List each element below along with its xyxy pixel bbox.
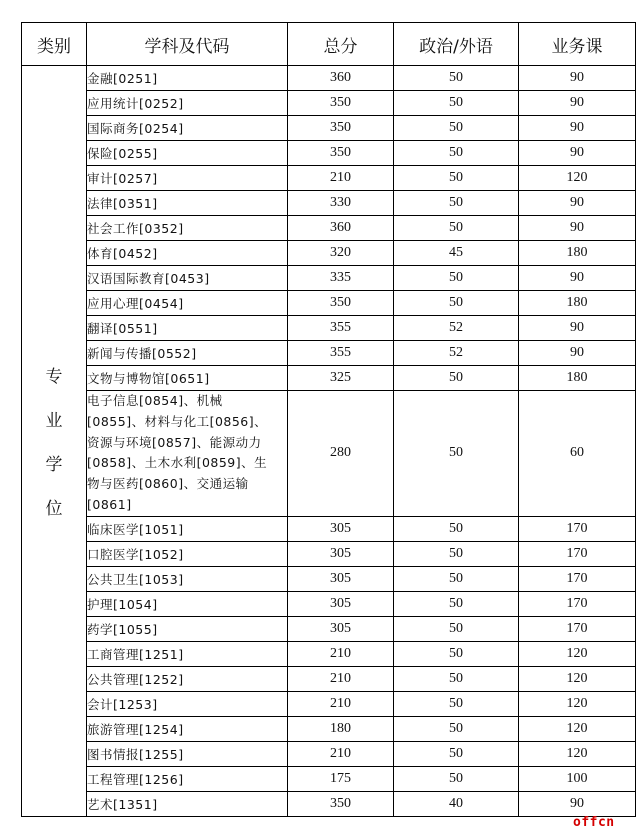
table-row [22, 366, 636, 391]
table-row [22, 216, 636, 241]
table-row [22, 141, 636, 166]
subject-cell: 药学[1055] [87, 616, 288, 641]
politics-foreign-cell: 50 [394, 541, 519, 566]
politics-foreign-cell: 50 [394, 616, 519, 641]
total-cell: 210 [288, 166, 394, 191]
major-cell: 170 [519, 566, 636, 591]
politics-foreign-cell: 50 [394, 691, 519, 716]
category-char: 业 [45, 411, 63, 432]
header-major: 业务课 [519, 23, 636, 66]
politics-foreign-cell: 50 [394, 216, 519, 241]
subject-cell: 汉语国际教育[0453] [87, 266, 288, 291]
subject-cell [87, 391, 288, 517]
major-cell: 180 [519, 291, 636, 316]
subject-cell: 翻译[0551] [87, 316, 288, 341]
total-cell: 305 [288, 516, 394, 541]
politics-foreign-cell: 50 [394, 666, 519, 691]
table-row [22, 191, 636, 216]
table-row [22, 566, 636, 591]
table-row [22, 591, 636, 616]
category-char: 专 [45, 367, 63, 388]
politics-foreign-cell: 50 [394, 641, 519, 666]
politics-foreign-cell: 50 [394, 66, 519, 91]
politics-foreign-cell: 50 [394, 166, 519, 191]
politics-foreign-cell: 50 [394, 116, 519, 141]
total-cell: 335 [288, 266, 394, 291]
subject-cell: 社会工作[0352] [87, 216, 288, 241]
subject-line: 电子信息[0854]、机械 [87, 393, 223, 408]
subject-cell: 金融[0251] [87, 66, 288, 91]
major-cell: 90 [519, 791, 636, 816]
table-row [22, 316, 636, 341]
total-cell: 325 [288, 366, 394, 391]
politics-foreign-cell: 50 [394, 716, 519, 741]
subject-line: [0861] [87, 496, 132, 512]
politics-foreign-cell: 45 [394, 241, 519, 266]
major-cell: 90 [519, 66, 636, 91]
total-cell: 305 [288, 591, 394, 616]
major-cell: 180 [519, 366, 636, 391]
total-cell: 350 [288, 91, 394, 116]
table-row [22, 641, 636, 666]
total-cell: 350 [288, 791, 394, 816]
header-category: 类别 [22, 23, 87, 66]
subject-cell: 护理[1054] [87, 591, 288, 616]
total-cell: 350 [288, 291, 394, 316]
major-cell: 90 [519, 116, 636, 141]
subject-cell: 审计[0257] [87, 166, 288, 191]
politics-foreign-cell: 50 [394, 766, 519, 791]
subject-cell: 公共卫生[1053] [87, 566, 288, 591]
subject-cell: 旅游管理[1254] [87, 716, 288, 741]
total-cell: 210 [288, 641, 394, 666]
major-cell: 120 [519, 166, 636, 191]
politics-foreign-cell: 40 [394, 791, 519, 816]
subject-cell: 法律[0351] [87, 191, 288, 216]
score-table [21, 22, 636, 817]
total-cell: 305 [288, 566, 394, 591]
major-cell: 90 [519, 316, 636, 341]
politics-foreign-cell: 50 [394, 291, 519, 316]
total-cell: 360 [288, 216, 394, 241]
watermark-logo: offcn [573, 815, 615, 830]
major-cell: 120 [519, 716, 636, 741]
major-cell: 170 [519, 616, 636, 641]
subject-cell: 口腔医学[1052] [87, 541, 288, 566]
politics-foreign-cell: 50 [394, 266, 519, 291]
major-cell: 90 [519, 191, 636, 216]
subject-cell: 临床医学[1051] [87, 516, 288, 541]
politics-foreign-cell: 50 [394, 191, 519, 216]
table-row [22, 741, 636, 766]
major-cell: 90 [519, 91, 636, 116]
subject-cell: 图书情报[1255] [87, 741, 288, 766]
major-cell: 120 [519, 691, 636, 716]
table-row [22, 766, 636, 791]
total-cell: 280 [288, 391, 394, 517]
table-row [22, 666, 636, 691]
total-cell: 210 [288, 741, 394, 766]
header-row [22, 23, 636, 66]
total-cell: 355 [288, 316, 394, 341]
total-cell: 210 [288, 666, 394, 691]
major-cell: 90 [519, 216, 636, 241]
total-cell: 330 [288, 191, 394, 216]
total-cell: 320 [288, 241, 394, 266]
total-cell: 350 [288, 116, 394, 141]
category-label [46, 362, 63, 519]
subject-cell: 公共管理[1252] [87, 666, 288, 691]
subject-cell: 会计[1253] [87, 691, 288, 716]
subject-line: [0858]、土木水利[0859]、生 [87, 455, 268, 471]
subject-line: 资源与环境[0857]、能源动力 [87, 434, 262, 450]
politics-foreign-cell: 52 [394, 316, 519, 341]
table-row [22, 66, 636, 91]
table-row [22, 541, 636, 566]
major-cell: 120 [519, 666, 636, 691]
header-total: 总分 [288, 23, 394, 66]
politics-foreign-cell: 50 [394, 366, 519, 391]
total-cell: 350 [288, 141, 394, 166]
category-cell [22, 66, 87, 817]
subject-cell: 文物与博物馆[0651] [87, 366, 288, 391]
politics-foreign-cell: 50 [394, 516, 519, 541]
major-cell: 60 [519, 391, 636, 517]
major-cell: 100 [519, 766, 636, 791]
subject-line: 物与医药[0860]、交通运输 [87, 476, 249, 492]
subject-cell: 保险[0255] [87, 141, 288, 166]
total-cell: 305 [288, 616, 394, 641]
total-cell: 210 [288, 691, 394, 716]
total-cell: 175 [288, 766, 394, 791]
table-row [22, 291, 636, 316]
subject-cell: 应用统计[0252] [87, 91, 288, 116]
table-row [22, 266, 636, 291]
subject-cell: 体育[0452] [87, 241, 288, 266]
major-cell: 170 [519, 516, 636, 541]
category-char: 位 [45, 499, 63, 520]
subject-cell: 国际商务[0254] [87, 116, 288, 141]
subject-cell: 新闻与传播[0552] [87, 341, 288, 366]
major-cell: 180 [519, 241, 636, 266]
total-cell: 180 [288, 716, 394, 741]
major-cell: 90 [519, 141, 636, 166]
major-cell: 90 [519, 266, 636, 291]
table-row [22, 391, 636, 517]
politics-foreign-cell: 52 [394, 341, 519, 366]
major-cell: 120 [519, 641, 636, 666]
table-row [22, 791, 636, 816]
table-row [22, 116, 636, 141]
subject-cell: 艺术[1351] [87, 791, 288, 816]
major-cell: 170 [519, 541, 636, 566]
politics-foreign-cell: 50 [394, 391, 519, 517]
table-row [22, 716, 636, 741]
header-politics-foreign: 政治/外语 [394, 23, 519, 66]
politics-foreign-cell: 50 [394, 591, 519, 616]
major-cell: 90 [519, 341, 636, 366]
politics-foreign-cell: 50 [394, 566, 519, 591]
major-cell: 120 [519, 741, 636, 766]
total-cell: 305 [288, 541, 394, 566]
subject-cell: 应用心理[0454] [87, 291, 288, 316]
total-cell: 360 [288, 66, 394, 91]
category-char: 学 [45, 455, 63, 476]
table-row [22, 166, 636, 191]
header-subject: 学科及代码 [87, 23, 288, 66]
table-row [22, 341, 636, 366]
major-cell: 170 [519, 591, 636, 616]
politics-foreign-cell: 50 [394, 741, 519, 766]
subject-line: [0855]、材料与化工[0856]、 [87, 413, 268, 429]
table-row [22, 91, 636, 116]
subject-cell: 工程管理[1256] [87, 766, 288, 791]
table-row [22, 616, 636, 641]
politics-foreign-cell: 50 [394, 91, 519, 116]
politics-foreign-cell: 50 [394, 141, 519, 166]
table-row [22, 241, 636, 266]
subject-cell: 工商管理[1251] [87, 641, 288, 666]
table-row [22, 516, 636, 541]
total-cell: 355 [288, 341, 394, 366]
table-row [22, 691, 636, 716]
